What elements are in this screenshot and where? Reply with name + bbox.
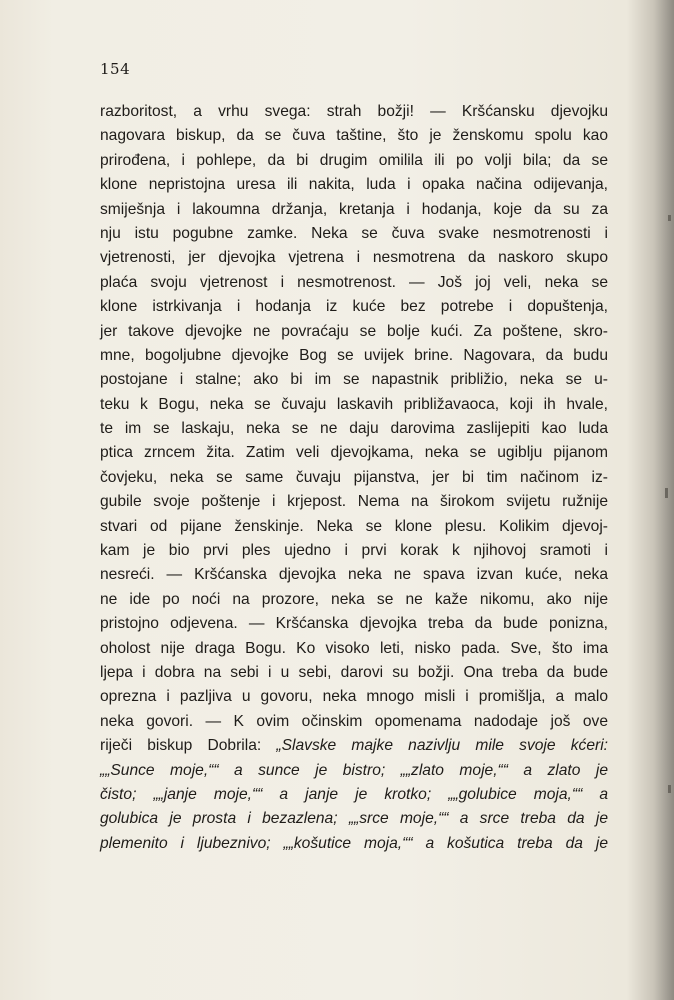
page-edge-mark [665,488,668,498]
text-line-mixed [100,734,608,758]
text-line-italic: „„Sunce moje,““ a sunce je bistro; „„zlato moje,““ a zlato je [100,761,608,779]
text-line-italic: čisto; „„janje moje,““ a janje je krotko; „„golubice moja,““ a [100,785,608,803]
text-italic-segment: „Slavske majke nazivlju mile svoje kćeri: [276,737,608,755]
text-line: nagovara biskup, da se čuva taštine, što je ženskomu spolu kao [100,127,608,145]
text-line: ljepa i dobra na sebi i u sebi, darovi su božji. Ona treba da bude [100,663,608,681]
text-line-italic: plemenito i ljubeznivo; „„košutice moja,““ a košutica treba da je [100,834,608,852]
page-edge-mark [668,785,671,793]
text-line: plaća svoju vjetrenost i nesmotrenost. — Još joj veli, neka se [100,273,608,291]
page-number: 154 [100,60,131,78]
text-line: prirođena, i pohlepe, da bi drugim omilila ili po volji bila; da se [100,151,608,169]
text-line: klone istrkivanja i hodanja iz kuće bez potrebe i dopuštenja, [100,298,608,316]
text-line: teku k Bogu, neka se čuvaju laskavih približavaoca, koji ih hvale, [100,395,608,413]
text-line: ne ide po noći na prozore, neka se ne kaže nikomu, ako nije [100,590,608,608]
text-line-italic: golubica je prosta i bezazlena; „„srce moje,““ a srce treba da je [100,810,608,828]
text-line: vjetrenosti, jer djevojka vjetrena i nesmotrena da naskoro skupo [100,249,608,267]
text-line: nesreći. — Kršćanska djevojka neka ne spava izvan kuće, neka [100,566,608,584]
text-line: stvari od pijane ženskinje. Neka se klone plesu. Kolikim djevoj- [100,517,608,535]
text-line: ptica zrncem žita. Zatim veli djevojkama, neka se ugiblju pijanom [100,444,608,462]
text-line: razboritost, a vrhu svega: strah božji! — Kršćansku djevojku [100,103,608,120]
text-line: te im se laskaju, neka se ne daju darovima zaslijepiti kao luda [100,420,608,438]
text-line: smiješnja i lakoumna držanja, kretanja i hodanja, koje da su za [100,200,608,218]
text-line: mne, bogoljubne djevojke Bog se uvijek brine. Nagovara, da budu [100,346,608,364]
text-line: čovjeku, neka se same čuvaju pijanstva, jer bi tim načinom iz- [100,468,608,486]
text-line: neka govori. — K ovim očinskim opomenama nadodaje još ove [100,712,608,730]
text-line: klone nepristojna uresa ili nakita, luda i opaka načina odijevanja, [100,176,608,194]
body-text [100,100,608,856]
text-line: gubile svoje poštenje i krjepost. Nema na širokom svijetu ružnije [100,493,608,511]
text-plain-segment: riječi biskup Dobrila: [100,737,277,755]
text-line: oholost nije draga Bogu. Ko visoko leti, nisko pada. Sve, što ima [100,639,608,657]
text-line: kam je bio prvi ples ujedno i prvi korak k njihovoj sramoti i [100,542,608,560]
text-line: pristojno odjevena. — Kršćanska djevojka treba da bude ponizna, [100,615,608,633]
page-edge-mark [668,215,671,221]
text-line: nju istu pogubne zamke. Neka se čuva svake nesmotrenosti i [100,224,608,242]
text-line: jer takove djevojke ne povraćaju se bolje kući. Za poštene, skro- [100,322,608,340]
text-line: postojane i stalne; ako bi im se napastnik približio, neka se u- [100,371,608,389]
text-line: oprezna i pazljiva u govoru, neka mnogo misli i promišlja, a malo [100,688,608,706]
